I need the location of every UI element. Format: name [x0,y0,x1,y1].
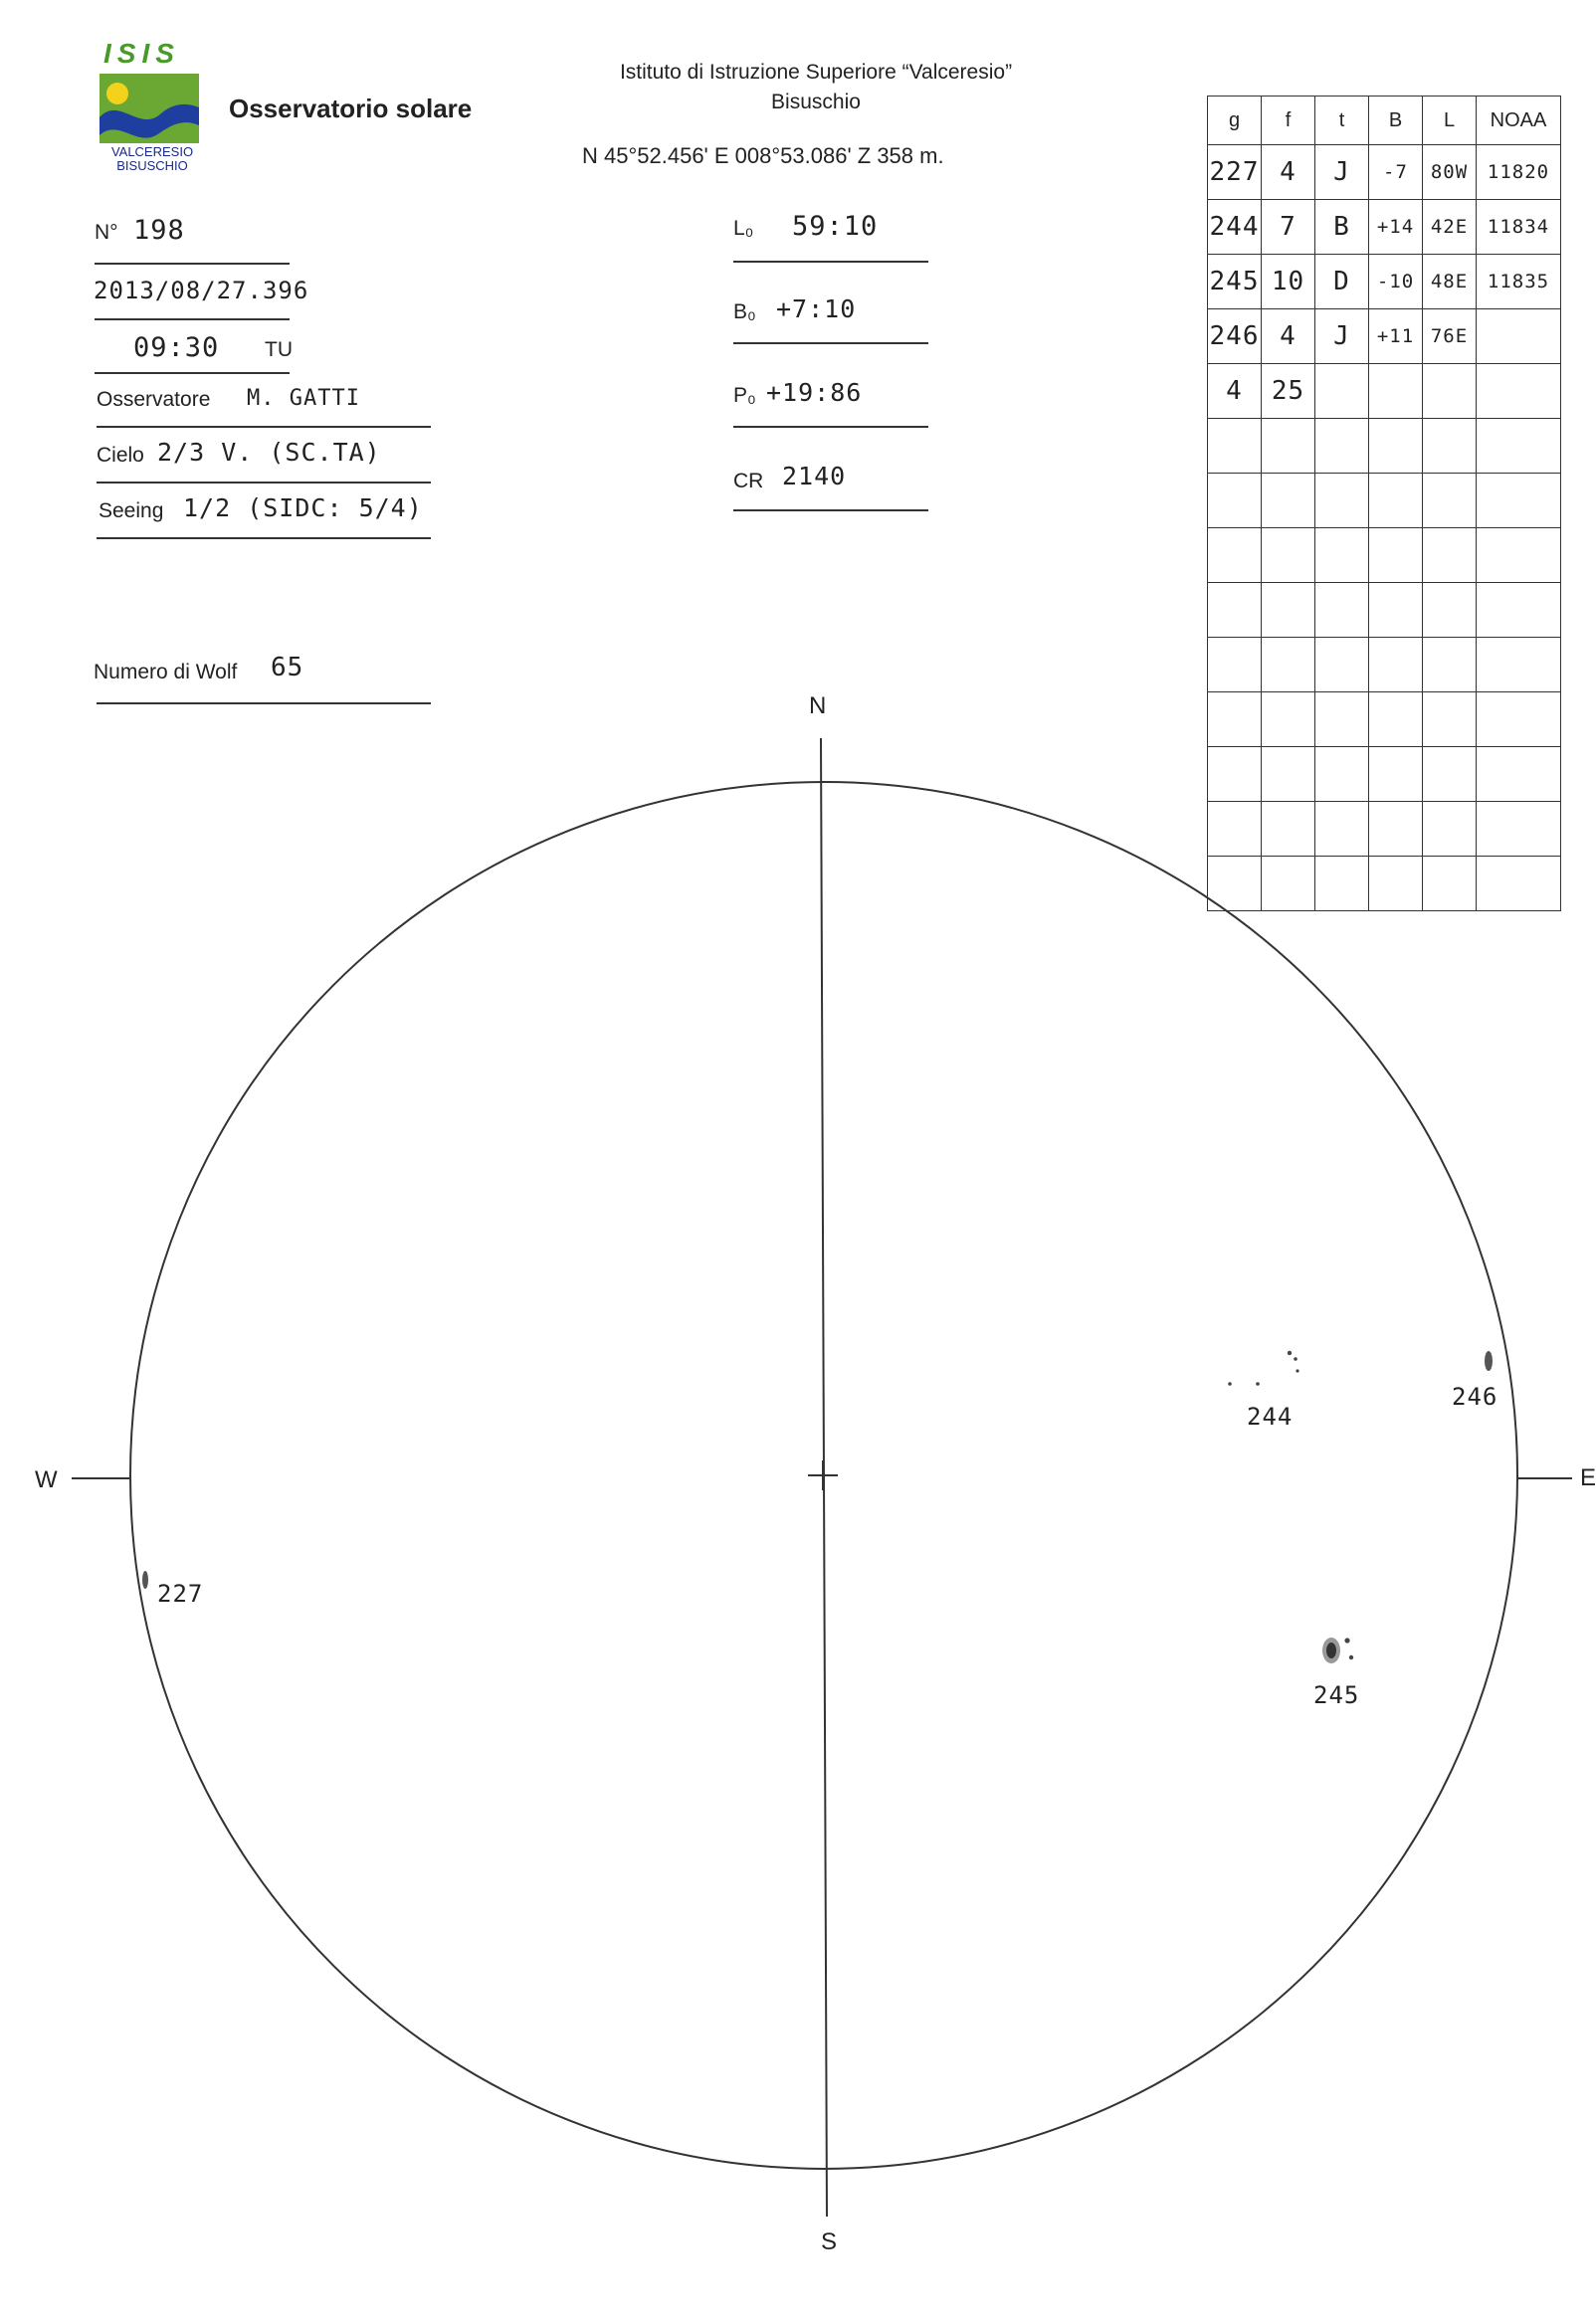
table-row [1208,309,1561,364]
table-cell [1262,857,1315,911]
p0-label: P₀ [733,384,756,407]
number-value: 198 [133,215,185,246]
west-label: W [35,1466,58,1493]
table-header-cell: NOAA [1477,97,1561,145]
table-cell: 4 [1262,145,1315,200]
table-cell: 4 [1208,364,1262,419]
p0-underline [733,426,928,428]
table-row [1208,255,1561,309]
table-cell: 10 [1262,255,1315,309]
table-cell: 11835 [1477,255,1561,309]
number-underline [95,263,290,265]
sky-label: Cielo [97,444,144,467]
table-cell: 246 [1208,309,1262,364]
table-cell [1477,528,1561,583]
table-cell [1477,309,1561,364]
table-cell [1262,528,1315,583]
seeing-underline [97,537,431,539]
cr-value: 2140 [782,462,847,490]
table-row [1208,528,1561,583]
table-header-cell: L [1423,97,1477,145]
table-cell [1262,419,1315,474]
wolf-value: 65 [271,653,304,682]
table-row [1208,583,1561,638]
sunspot-245 [1322,1638,1353,1663]
table-header-cell: f [1262,97,1315,145]
sky-underline [97,482,431,484]
table-cell [1208,474,1262,528]
table-cell [1423,802,1477,857]
table-cell [1423,419,1477,474]
east-label: E [1580,1464,1596,1491]
table-row [1208,364,1561,419]
table-cell: 227 [1208,145,1262,200]
time-unit: TU [265,338,293,361]
observatory-coordinates: N 45°52.456' E 008°53.086' Z 358 m. [582,143,944,168]
north-south-axis [821,738,827,2217]
table-row [1208,747,1561,802]
table-row [1208,200,1561,255]
logo-wordmark: ISIS [103,38,180,69]
institute-header [517,58,1114,117]
table-cell: J [1315,145,1369,200]
table-cell [1208,692,1262,747]
table-cell [1369,419,1423,474]
south-label: S [821,2228,838,2255]
number-label: N° [95,221,118,244]
table-cell: 245 [1208,255,1262,309]
table-cell: -10 [1369,255,1423,309]
seeing-value: 1/2 (SIDC: 5/4) [183,493,423,522]
table-cell [1477,474,1561,528]
table-cell [1369,364,1423,419]
l0-underline [733,261,928,263]
solar-disc-outline [130,782,1517,2169]
sunspot-244 [1228,1351,1298,1386]
table-cell [1208,419,1262,474]
date-value: 2013/08/27.396 [94,277,309,304]
date-underline [95,318,290,320]
table-cell [1423,857,1477,911]
cr-label: CR [733,470,764,492]
table-cell [1369,857,1423,911]
institute-name: Istituto di Istruzione Superiore “Valceresio” [619,61,1013,84]
table-header-cell: B [1369,97,1423,145]
p0-value: +19:86 [766,378,863,407]
table-cell [1369,528,1423,583]
wolf-underline [97,702,431,704]
l0-value: 59:10 [792,211,879,242]
table-cell [1208,583,1262,638]
table-cell [1423,747,1477,802]
table-cell: 4 [1262,309,1315,364]
table-row [1208,145,1561,200]
sunspot-227 [142,1571,148,1589]
table-cell [1423,528,1477,583]
table-cell: 7 [1262,200,1315,255]
isis-logo [98,38,207,177]
sunspot-246 [1485,1351,1493,1371]
table-cell [1369,474,1423,528]
table-cell: 48E [1423,255,1477,309]
table-row [1208,857,1561,911]
table-cell [1423,474,1477,528]
wolf-label: Numero di Wolf [94,661,238,683]
table-row [1208,802,1561,857]
table-cell: B [1315,200,1369,255]
table-cell: 76E [1423,309,1477,364]
table-cell [1315,638,1369,692]
table-row [1208,474,1561,528]
table-cell [1262,638,1315,692]
group-label-246: 246 [1452,1383,1498,1411]
north-label: N [809,692,827,719]
observer-underline [97,426,431,428]
table-cell [1208,857,1262,911]
l0-label: L₀ [733,217,754,240]
table-cell [1477,583,1561,638]
table-cell [1208,747,1262,802]
logo-caption: VALCERESIO BISUSCHIO [110,144,194,173]
table-cell [1477,802,1561,857]
table-cell [1315,583,1369,638]
institute-town: Bisuschio [771,91,861,113]
table-cell: +14 [1369,200,1423,255]
table-cell [1262,474,1315,528]
table-cell: J [1315,309,1369,364]
table-cell [1477,364,1561,419]
sky-value: 2/3 V. (SC.TA) [157,438,381,467]
table-cell [1369,583,1423,638]
observer-label: Osservatore [97,388,211,411]
table-cell [1262,802,1315,857]
table-row [1208,419,1561,474]
table-cell: D [1315,255,1369,309]
table-cell [1477,419,1561,474]
table-cell: 11820 [1477,145,1561,200]
table-cell [1262,692,1315,747]
table-cell [1208,802,1262,857]
table-cell [1423,692,1477,747]
table-cell [1315,364,1369,419]
table-cell [1208,638,1262,692]
table-header-row [1208,97,1561,145]
observatory-title: Osservatorio solare [229,94,473,123]
group-label-245: 245 [1313,1681,1360,1709]
table-cell [1477,692,1561,747]
table-cell: 42E [1423,200,1477,255]
table-cell [1262,583,1315,638]
table-cell: -7 [1369,145,1423,200]
table-cell [1208,528,1262,583]
table-cell [1315,802,1369,857]
time-value: 09:30 [133,332,220,363]
table-cell [1369,638,1423,692]
seeing-label: Seeing [99,499,164,522]
table-cell [1423,364,1477,419]
table-row [1208,692,1561,747]
table-cell [1315,474,1369,528]
table-cell [1369,802,1423,857]
table-cell: 25 [1262,364,1315,419]
table-cell [1423,583,1477,638]
table-cell: 244 [1208,200,1262,255]
table-cell [1315,692,1369,747]
table-cell [1315,528,1369,583]
cr-underline [733,509,928,511]
time-underline [95,372,290,374]
table-cell [1423,638,1477,692]
table-cell [1315,747,1369,802]
table-cell [1477,747,1561,802]
table-cell [1369,747,1423,802]
table-header-cell: t [1315,97,1369,145]
table-cell [1369,692,1423,747]
group-label-227: 227 [157,1580,204,1608]
b0-value: +7:10 [776,294,857,323]
table-cell: 11834 [1477,200,1561,255]
table-cell: 80W [1423,145,1477,200]
table-cell [1477,638,1561,692]
table-cell [1262,747,1315,802]
b0-underline [733,342,928,344]
table-header-cell: g [1208,97,1262,145]
b0-label: B₀ [733,300,756,323]
table-row [1208,638,1561,692]
table-cell: +11 [1369,309,1423,364]
group-label-244: 244 [1247,1403,1294,1431]
observer-value: M. GATTI [247,386,360,411]
table-cell [1315,419,1369,474]
table-cell [1477,857,1561,911]
table-cell [1315,857,1369,911]
sunspot-group-table [1207,96,1561,911]
